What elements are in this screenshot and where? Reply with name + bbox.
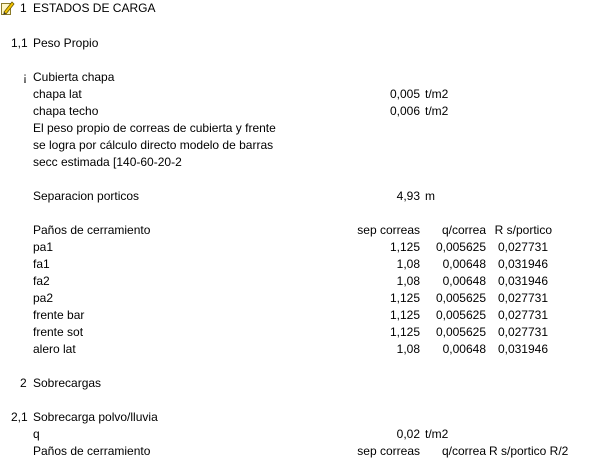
q-unit: t/m2: [425, 427, 449, 441]
column-header-r-2: R s/portico R/2: [489, 444, 569, 458]
row-r: 0,031946: [497, 274, 548, 288]
column-header-sep-2: sep correas: [357, 444, 420, 458]
row-note-1: [0, 120, 600, 137]
row-name: fa1: [33, 257, 50, 271]
row-name: alero lat: [33, 342, 76, 356]
row-title: [0, 0, 600, 17]
section-number: 2: [20, 376, 27, 390]
row-name: pa1: [33, 240, 54, 254]
chapa-techo-unit: t/m2: [425, 104, 449, 118]
table-row: [0, 239, 600, 256]
row-sep: 1,125: [389, 240, 420, 254]
column-header-q-2: q/correa: [441, 444, 486, 458]
row-note-3: [0, 154, 600, 171]
row-name: pa2: [33, 291, 54, 305]
row-name: fa2: [33, 274, 50, 288]
cubierta-title: Cubierta chapa: [33, 70, 115, 84]
chapa-lat-value: 0,005: [389, 87, 420, 101]
table-row: [0, 324, 600, 341]
panos-title-2: Paños de cerramiento: [33, 444, 151, 458]
q-value: 0,02: [396, 427, 420, 441]
row-name: frente sot: [33, 325, 84, 339]
row-q: 0,00648: [442, 342, 486, 356]
row-sep: 1,125: [389, 308, 420, 322]
pencil-edit-icon[interactable]: [1, 0, 15, 15]
row-q: 0,005625: [435, 240, 486, 254]
table-row: [0, 341, 600, 358]
page-title: ESTADOS DE CARGA: [33, 1, 156, 15]
row-q: 0,00648: [442, 274, 486, 288]
table-row: [0, 273, 600, 290]
row-chapa-lat: [0, 86, 600, 103]
row-q: 0,00648: [442, 257, 486, 271]
table-row: [0, 307, 600, 324]
row-sobrecarga-polvo: [0, 409, 600, 426]
row-note-2: [0, 137, 600, 154]
panos-title: Paños de cerramiento: [33, 223, 151, 237]
column-header-r: R s/portico: [494, 223, 552, 237]
section-heading: Sobrecarga polvo/lluvia: [33, 410, 158, 424]
row-separacion: [0, 188, 600, 205]
section-heading: Peso Propio: [33, 36, 99, 50]
row-sep: 1,125: [389, 325, 420, 339]
row-r: 0,031946: [497, 257, 548, 271]
note-text: se logra por cálculo directo modelo de barras: [33, 138, 274, 152]
chapa-techo-label: chapa techo: [33, 104, 99, 118]
section-heading: Sobrecargas: [33, 376, 102, 390]
row-name: frente bar: [33, 308, 85, 322]
chapa-lat-unit: t/m2: [425, 87, 449, 101]
separacion-unit: m: [425, 189, 435, 203]
row-r: 0,027731: [497, 308, 548, 322]
row-panos-header-2: [0, 443, 600, 460]
marker-text: ¡: [23, 70, 27, 84]
row-r: 0,027731: [497, 291, 548, 305]
separacion-value: 4,93: [396, 189, 420, 203]
section-number: 1: [20, 1, 27, 15]
q-label: q: [33, 427, 40, 441]
row-peso-propio: [0, 35, 600, 52]
row-sobrecargas: [0, 375, 600, 392]
row-q: 0,005625: [435, 308, 486, 322]
table-row: [0, 256, 600, 273]
column-header-sep: sep correas: [357, 223, 420, 237]
separacion-label: Separacion porticos: [33, 189, 140, 203]
row-cubierta: [0, 69, 600, 86]
row-q: 0,005625: [435, 325, 486, 339]
section-number: 2,1: [11, 410, 28, 424]
row-sep: 1,125: [389, 291, 420, 305]
note-text: secc estimada [140-60-20-2: [33, 155, 182, 169]
chapa-lat-label: chapa lat: [33, 87, 82, 101]
row-sep: 1,08: [396, 257, 420, 271]
chapa-techo-value: 0,006: [389, 104, 420, 118]
row-sep: 1,08: [396, 342, 420, 356]
section-number: 1,1: [11, 36, 28, 50]
column-header-q: q/correa: [441, 223, 486, 237]
row-sep: 1,08: [396, 274, 420, 288]
row-q-value: [0, 426, 600, 443]
row-q: 0,005625: [435, 291, 486, 305]
row-panos-header: [0, 222, 600, 239]
row-r: 0,027731: [497, 240, 548, 254]
row-r: 0,031946: [497, 342, 548, 356]
row-r: 0,027731: [497, 325, 548, 339]
table-row: [0, 290, 600, 307]
row-chapa-techo: [0, 103, 600, 120]
note-text: El peso propio de correas de cubierta y frente: [33, 121, 276, 135]
